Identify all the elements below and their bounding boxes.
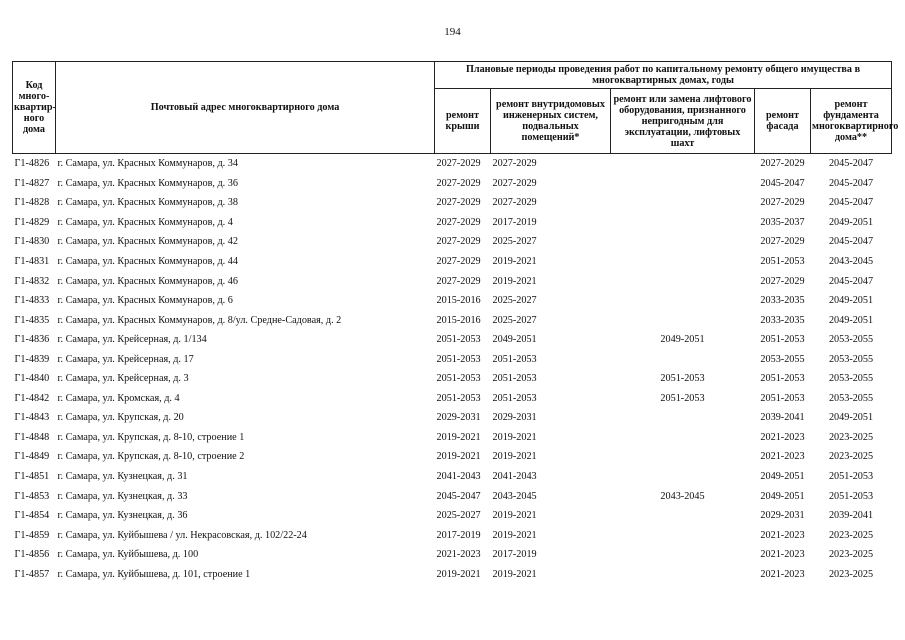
engineering-period-cell: 2019-2021 xyxy=(492,529,537,541)
elevator-period-cell: 2049-2051 xyxy=(660,334,705,346)
engineering-period-cell: 2019-2021 xyxy=(492,431,537,443)
house-code-cell: Г1-4840 xyxy=(14,373,50,385)
table-row xyxy=(13,154,892,174)
facade-period-cell: 2021-2023 xyxy=(760,549,805,561)
foundation-period-cell: 2045-2047 xyxy=(828,275,874,287)
address-cell: г. Самара, ул. Красных Коммунаров, д. 42 xyxy=(57,236,238,248)
table-row xyxy=(13,525,892,545)
engineering-period-cell: 2029-2031 xyxy=(492,412,537,424)
house-code-cell: Г1-4849 xyxy=(14,451,50,463)
engineering-period-cell: 2041-2043 xyxy=(492,471,537,483)
table-row xyxy=(13,310,892,330)
house-code-cell: Г1-4857 xyxy=(14,568,50,580)
facade-period-cell: 2045-2047 xyxy=(760,177,805,189)
page-number: 194 xyxy=(444,26,461,38)
facade-period-cell: 2033-2035 xyxy=(760,314,805,326)
engineering-period-cell: 2025-2027 xyxy=(492,236,537,248)
roof-period-cell: 2017-2019 xyxy=(436,529,481,541)
table-row xyxy=(13,174,892,194)
foundation-period-cell: 2023-2025 xyxy=(828,549,874,561)
table-row xyxy=(13,330,892,350)
foundation-period-cell: 2023-2025 xyxy=(828,451,874,463)
elevator-period-cell xyxy=(611,349,755,369)
foundation-period-cell: 2049-2051 xyxy=(828,314,874,326)
engineering-period-cell: 2049-2051 xyxy=(492,334,537,346)
roof-period-cell: 2015-2016 xyxy=(436,314,481,326)
roof-period-cell: 2015-2016 xyxy=(436,295,481,307)
foundation-period-cell: 2053-2055 xyxy=(828,392,874,404)
elevator-period-cell: 2043-2045 xyxy=(660,490,705,502)
foundation-period-cell: 2045-2047 xyxy=(828,197,874,209)
table-row xyxy=(13,271,892,291)
house-code-cell: Г1-4842 xyxy=(14,392,50,404)
roof-period-cell: 2051-2053 xyxy=(436,353,481,365)
engineering-period-cell: 2051-2053 xyxy=(492,373,537,385)
facade-period-cell: 2033-2035 xyxy=(760,295,805,307)
house-code-cell: Г1-4854 xyxy=(14,510,50,522)
foundation-period-cell: 2053-2055 xyxy=(828,334,874,346)
roof-period-cell: 2027-2029 xyxy=(436,158,481,170)
table-row xyxy=(13,486,892,506)
facade-period-cell: 2021-2023 xyxy=(760,568,805,580)
house-code-cell: Г1-4829 xyxy=(14,216,50,228)
facade-period-cell: 2021-2023 xyxy=(760,529,805,541)
elevator-period-cell xyxy=(611,447,755,467)
address-cell: г. Самара, ул. Красных Коммунаров, д. 8/ул. Средне-Садовая, д. 2 xyxy=(57,314,342,326)
elevator-period-cell xyxy=(611,545,755,565)
roof-period-cell: 2027-2029 xyxy=(436,216,481,228)
elevator-period-cell xyxy=(611,564,755,584)
engineering-period-cell: 2019-2021 xyxy=(492,568,537,580)
table-row xyxy=(13,447,892,467)
address-cell: г. Самара, ул. Крейсерная, д. 1/134 xyxy=(57,334,207,346)
table-row xyxy=(13,428,892,448)
foundation-period-cell: 2049-2051 xyxy=(828,216,874,228)
facade-period-cell: 2053-2055 xyxy=(760,353,805,365)
table-row xyxy=(13,252,892,272)
facade-period-cell: 2051-2053 xyxy=(760,373,805,385)
address-cell: г. Самара, ул. Красных Коммунаров, д. 36 xyxy=(57,177,238,189)
house-code-cell: Г1-4830 xyxy=(14,236,50,248)
engineering-period-cell: 2027-2029 xyxy=(492,197,537,209)
engineering-period-cell: 2019-2021 xyxy=(492,256,537,267)
table-body xyxy=(13,154,892,585)
header-engineering-systems-repair: ремонт внутридомовых инженерных систем, подвальных помещений* xyxy=(491,89,611,154)
foundation-period-cell: 2049-2051 xyxy=(828,412,874,424)
elevator-period-cell xyxy=(611,174,755,194)
engineering-period-cell: 2051-2053 xyxy=(492,353,537,365)
elevator-period-cell xyxy=(611,271,755,291)
elevator-period-cell xyxy=(611,154,755,174)
facade-period-cell: 2049-2051 xyxy=(760,490,805,502)
house-code-cell: Г1-4832 xyxy=(14,275,50,287)
elevator-period-cell xyxy=(611,428,755,448)
table-row xyxy=(13,506,892,526)
facade-period-cell: 2051-2053 xyxy=(760,334,805,346)
house-code-cell: Г1-4826 xyxy=(14,158,50,170)
engineering-period-cell: 2025-2027 xyxy=(492,314,537,326)
engineering-period-cell: 2025-2027 xyxy=(492,295,537,307)
house-code-cell: Г1-4839 xyxy=(14,353,50,365)
facade-period-cell: 2029-2031 xyxy=(760,510,805,522)
engineering-period-cell: 2017-2019 xyxy=(492,216,537,228)
roof-period-cell: 2051-2053 xyxy=(436,334,481,346)
elevator-period-cell xyxy=(611,506,755,526)
roof-period-cell: 2027-2029 xyxy=(436,177,481,189)
house-code-cell: Г1-4828 xyxy=(14,197,50,209)
elevator-period-cell xyxy=(611,252,755,272)
address-cell: г. Самара, ул. Красных Коммунаров, д. 4 xyxy=(57,216,233,228)
elevator-period-cell: 2051-2053 xyxy=(660,392,705,404)
roof-period-cell: 2041-2043 xyxy=(436,471,481,483)
foundation-period-cell: 2049-2051 xyxy=(828,295,874,307)
table-row xyxy=(13,193,892,213)
address-cell: г. Самара, ул. Красных Коммунаров, д. 38 xyxy=(57,197,238,209)
table-row xyxy=(13,389,892,409)
address-cell: г. Самара, ул. Крейсерная, д. 17 xyxy=(57,353,194,365)
table-row xyxy=(13,545,892,565)
roof-period-cell: 2051-2053 xyxy=(436,373,481,385)
table-row xyxy=(13,564,892,584)
table-row xyxy=(13,467,892,487)
house-code-cell: Г1-4833 xyxy=(14,295,50,307)
foundation-period-cell: 2053-2055 xyxy=(828,353,874,365)
capital-repair-schedule-table xyxy=(12,61,899,584)
roof-period-cell: 2027-2029 xyxy=(436,236,481,248)
roof-period-cell: 2025-2027 xyxy=(436,510,481,522)
house-code-cell: Г1-4856 xyxy=(14,549,50,561)
engineering-period-cell: 2027-2029 xyxy=(492,158,537,170)
foundation-period-cell: 2039-2041 xyxy=(828,510,874,522)
elevator-period-cell xyxy=(611,525,755,545)
address-cell: г. Самара, ул. Красных Коммунаров, д. 6 xyxy=(57,295,233,307)
foundation-period-cell: 2023-2025 xyxy=(828,431,874,443)
roof-period-cell: 2051-2053 xyxy=(436,392,481,404)
facade-period-cell: 2035-2037 xyxy=(760,216,805,228)
engineering-period-cell: 2019-2021 xyxy=(492,451,537,463)
facade-period-cell: 2049-2051 xyxy=(760,471,805,483)
house-code-cell: Г1-4851 xyxy=(14,471,50,483)
facade-period-cell: 2039-2041 xyxy=(760,412,805,424)
facade-period-cell: 2021-2023 xyxy=(760,431,805,443)
engineering-period-cell: 2019-2021 xyxy=(492,510,537,522)
header-elevator-repair: ремонт или замена лифтового оборудования, признанного непригодным для эксплуатации, лифтовых шахт xyxy=(611,89,755,154)
address-cell: г. Самара, ул. Кузнецкая, д. 36 xyxy=(57,510,188,522)
foundation-period-cell: 2051-2053 xyxy=(828,490,874,502)
address-cell: г. Самара, ул. Кромская, д. 4 xyxy=(57,392,180,404)
roof-period-cell: 2021-2023 xyxy=(436,549,481,561)
address-cell: г. Самара, ул. Крупская, д. 8-10, строение 1 xyxy=(57,431,245,443)
table-row xyxy=(13,213,892,233)
engineering-period-cell: 2019-2021 xyxy=(492,275,537,287)
header-foundation-repair: ремонт фундамента многоквартирного дома** xyxy=(811,89,892,154)
header-facade-repair: ремонт фасада xyxy=(755,89,811,154)
elevator-period-cell xyxy=(611,408,755,428)
address-cell: г. Самара, ул. Крейсерная, д. 3 xyxy=(57,373,189,385)
table-row xyxy=(13,369,892,389)
house-code-cell: Г1-4859 xyxy=(14,529,50,541)
house-code-cell: Г1-4848 xyxy=(14,431,50,443)
facade-period-cell: 2021-2023 xyxy=(760,451,805,463)
foundation-period-cell: 2053-2055 xyxy=(828,373,874,385)
facade-period-cell: 2027-2029 xyxy=(760,236,805,248)
roof-period-cell: 2027-2029 xyxy=(436,275,481,287)
engineering-period-cell: 2017-2019 xyxy=(492,549,537,561)
engineering-period-cell: 2027-2029 xyxy=(492,177,537,189)
address-cell: г. Самара, ул. Куйбышева, д. 100 xyxy=(57,549,199,561)
roof-period-cell: 2027-2029 xyxy=(436,256,481,267)
address-cell: г. Самара, ул. Кузнецкая, д. 33 xyxy=(57,490,188,502)
house-code-cell: Г1-4835 xyxy=(14,314,50,326)
facade-period-cell: 2051-2053 xyxy=(760,392,805,404)
engineering-period-cell: 2051-2053 xyxy=(492,392,537,404)
facade-period-cell: 2027-2029 xyxy=(760,275,805,287)
facade-period-cell: 2051-2053 xyxy=(760,256,805,267)
elevator-period-cell xyxy=(611,291,755,311)
foundation-period-cell: 2045-2047 xyxy=(828,177,874,189)
table-row xyxy=(13,408,892,428)
header-roof-repair: ремонт крыши xyxy=(435,89,491,154)
house-code-cell: Г1-4843 xyxy=(14,412,50,424)
roof-period-cell: 2045-2047 xyxy=(436,490,481,502)
elevator-period-cell xyxy=(611,213,755,233)
address-cell: г. Самара, ул. Крупская, д. 20 xyxy=(57,412,184,424)
house-code-cell: Г1-4827 xyxy=(14,177,50,189)
foundation-period-cell: 2051-2053 xyxy=(828,471,874,483)
address-cell: г. Самара, ул. Куйбышева / ул. Некрасовская, д. 102/22-24 xyxy=(57,529,307,541)
house-code-cell: Г1-4836 xyxy=(14,334,50,346)
elevator-period-cell xyxy=(611,193,755,213)
engineering-period-cell: 2043-2045 xyxy=(492,490,537,502)
facade-period-cell: 2027-2029 xyxy=(760,158,805,170)
foundation-period-cell: 2045-2047 xyxy=(828,158,874,170)
table-row xyxy=(13,232,892,252)
roof-period-cell: 2027-2029 xyxy=(436,197,481,209)
header-house-code: Код много-квартир-ного дома xyxy=(13,62,56,154)
roof-period-cell: 2019-2021 xyxy=(436,451,481,463)
address-cell: г. Самара, ул. Кузнецкая, д. 31 xyxy=(57,471,188,483)
house-code-cell: Г1-4853 xyxy=(14,490,50,502)
elevator-period-cell xyxy=(611,232,755,252)
foundation-period-cell: 2023-2025 xyxy=(828,529,874,541)
foundation-period-cell: 2023-2025 xyxy=(828,568,874,580)
address-cell: г. Самара, ул. Красных Коммунаров, д. 34 xyxy=(57,158,238,170)
house-code-cell: Г1-4831 xyxy=(14,256,50,267)
elevator-period-cell xyxy=(611,310,755,330)
roof-period-cell: 2029-2031 xyxy=(436,412,481,424)
header-postal-address: Почтовый адрес многоквартирного дома xyxy=(56,62,435,154)
roof-period-cell: 2019-2021 xyxy=(436,568,481,580)
table-row xyxy=(13,349,892,369)
header-planned-periods: Плановые периоды проведения работ по капитальному ремонту общего имущества в многоквартирных домах, годы xyxy=(435,62,892,89)
foundation-period-cell: 2043-2045 xyxy=(828,256,874,267)
elevator-period-cell: 2051-2053 xyxy=(660,373,705,385)
facade-period-cell: 2027-2029 xyxy=(760,197,805,209)
foundation-period-cell: 2045-2047 xyxy=(828,236,874,248)
elevator-period-cell xyxy=(611,467,755,487)
address-cell: г. Самара, ул. Красных Коммунаров, д. 44 xyxy=(57,256,238,267)
table-row xyxy=(13,291,892,311)
address-cell: г. Самара, ул. Красных Коммунаров, д. 46 xyxy=(57,275,238,287)
address-cell: г. Самара, ул. Крупская, д. 8-10, строение 2 xyxy=(57,451,245,463)
roof-period-cell: 2019-2021 xyxy=(436,431,481,443)
address-cell: г. Самара, ул. Куйбышева, д. 101, строение 1 xyxy=(57,568,251,580)
